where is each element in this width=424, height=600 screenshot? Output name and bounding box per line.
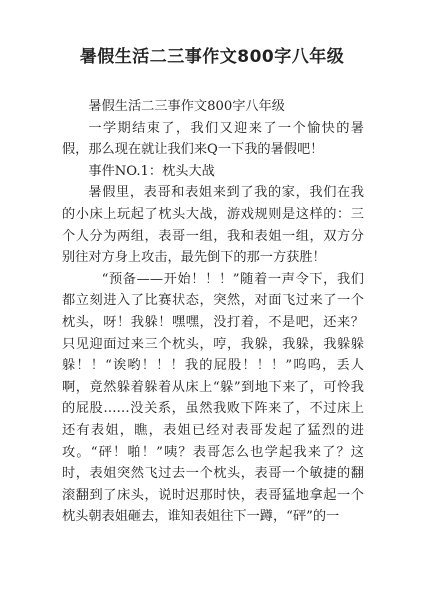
paragraph-heading: 暑假生活二三事作文800字八年级 (88, 99, 285, 114)
paragraph-event-setup: 暑假里，表哥和表姐来到了我的家，我们在我的小床上玩起了枕头大战，游戏规则是这样的：三个人分为两组，表哥一组，我和表姐一组，双方分别往对方身上攻击，最先倒下的那一方获胜！ (62, 185, 364, 266)
paragraph-event-story: “预备——开始！！！”随着一声令下，我们都立刻进入了比赛状态，突然，对面飞过来了一个枕头，呀！我躲！嘿嘿，没打着，不是吧，还来？只见迎面过来三个枕头，哼，我躲，我躲，我躲躲躲！！“诶哟！！！我的屁股！！！”呜呜，丢人啊，竟然躲着躲着从床上“躲”到地下来了，可怜我的屁股……没关系，虽然我败下阵来了，不过床上还有表姐，瞧，表姐已经对表哥发起了猛烈的进攻。“砰！啪！”咦？表哥怎么也学起我来了？这时，表姐突然飞过去一个枕头，表哥一个敏捷的翻滚翻到了床头，说时迟那时快，表哥猛地拿起一个枕头朝表姐砸去，谁知表姐往下一蹲，“砰”的一 (62, 271, 364, 525)
paragraph-event-title: 事件NO.1：枕头大战 (88, 163, 215, 179)
paragraph-intro: 一学期结束了，我们又迎来了一个愉快的暑假，那么现在就让我们来Q一下我的暑假吧！ (62, 120, 364, 158)
document-title: 暑假生活二三事作文800字八年级 (79, 47, 345, 67)
document-body (62, 96, 364, 528)
